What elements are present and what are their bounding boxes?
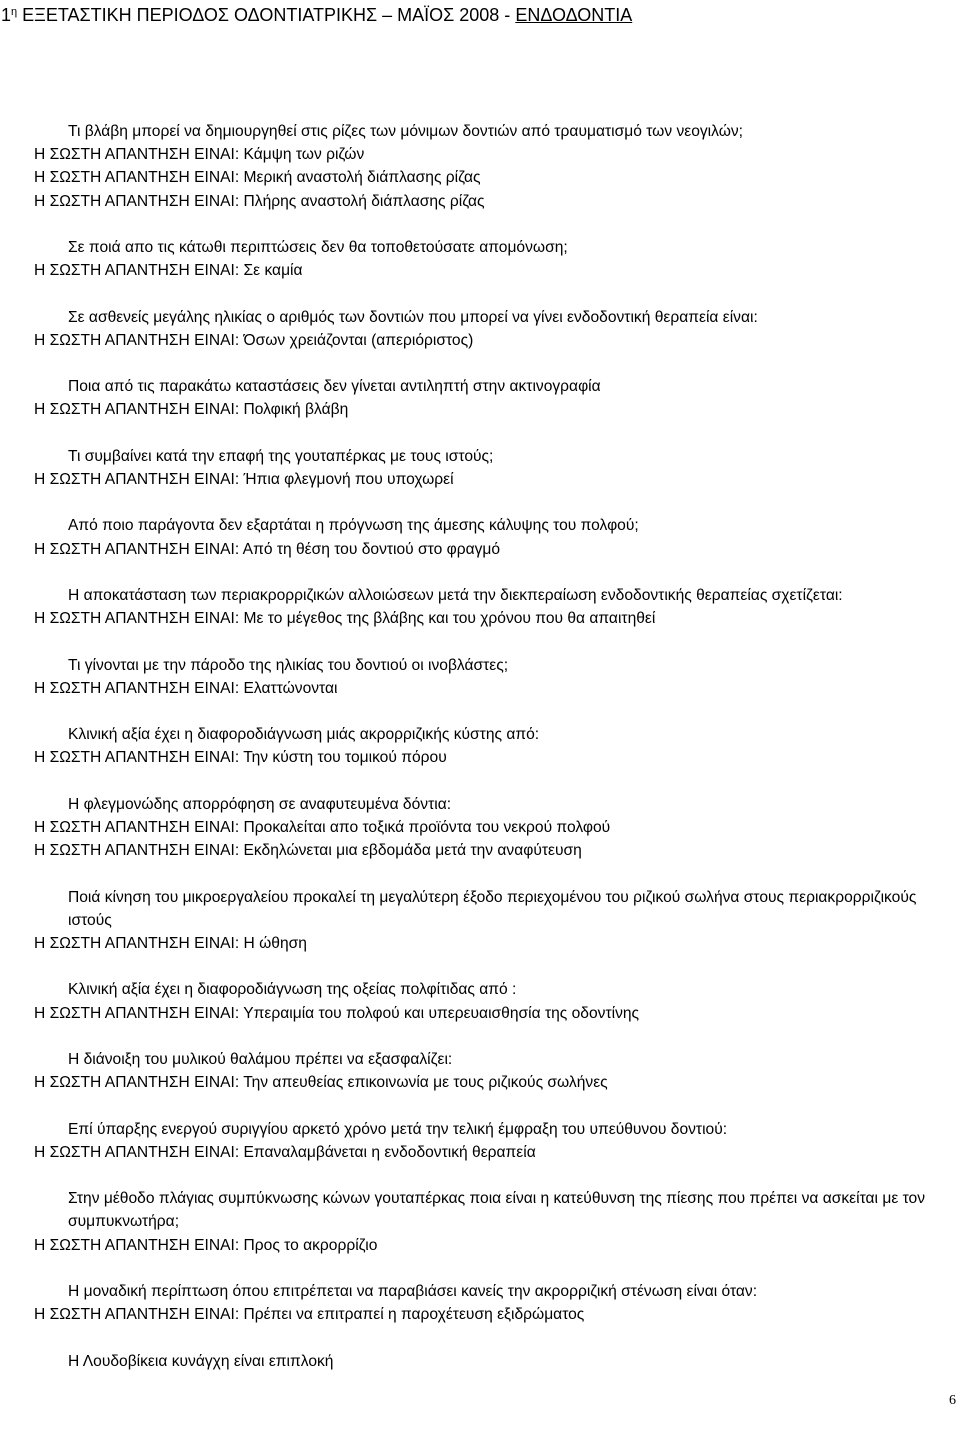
answer-text: Η ΣΩΣΤΗ ΑΠΑΝΤΗΣΗ ΕΙΝΑΙ: Όσων χρειάζονται (απεριόριστος) <box>34 331 474 349</box>
qa-block <box>34 793 934 863</box>
qa-block <box>34 978 934 1024</box>
qa-block <box>34 1187 934 1257</box>
qa-block <box>34 723 934 769</box>
header-title: ΕΞΕΤΑΣΤΙΚΗ ΠΕΡΙΟΔΟΣ ΟΔΟΝΤΙΑΤΡΙΚΗΣ – ΜΑΪΟΣ 2008 - <box>17 5 516 25</box>
question-text: Ποιά κίνηση του μικροεργαλείου προκαλεί τη μεγαλύτερη έξοδο περιεχομένου του ριζικού σωλήνα στους περιακρορριζικούς ιστούς <box>68 888 917 929</box>
page-header <box>1 4 632 26</box>
qa-block <box>34 584 934 630</box>
answer-text: Η ΣΩΣΤΗ ΑΠΑΝΤΗΣΗ ΕΙΝΑΙ: Προκαλείται απο τοξικά προϊόντα του νεκρού πολφού <box>34 818 611 836</box>
question-text: Στην μέθοδο πλάγιας συμπύκνωσης κώνων γουταπέρκας ποια είναι η κατεύθυνση της πίεσης που πρέπει να ασκείται με τον συμπυκνωτήρα; <box>68 1190 926 1231</box>
answer-text: Η ΣΩΣΤΗ ΑΠΑΝΤΗΣΗ ΕΙΝΑΙ: Προς το ακρορρίζιο <box>34 1236 378 1254</box>
question-text: Η φλεγμονώδης απορρόφηση σε αναφυτευμένα δόντια: <box>68 795 452 813</box>
qa-block <box>34 1048 934 1094</box>
question-text: Σε ποιά απο τις κάτωθι περιπτώσεις δεν θα τοποθετούσατε απομόνωση; <box>68 239 568 256</box>
qa-block <box>34 1280 934 1326</box>
question-text: Τι βλάβη μπορεί να δημιουργηθεί στις ρίζες των μόνιμων δοντιών από τραυματισμό των νεογιλών; <box>68 123 744 140</box>
question-text: Σε ασθενείς μεγάλης ηλικίας ο αριθμός των δοντιών που μπορεί να γίνει ενδοδοντική θεραπεία είναι: <box>68 308 758 326</box>
header-subject: ΕΝΔΟΔΟΝΤΙΑ <box>515 5 633 25</box>
question-text: Η Λουδοβίκεια κυνάγχη είναι επιπλοκή <box>68 1352 334 1370</box>
period-superscript: η <box>11 6 18 18</box>
answer-text: Η ΣΩΣΤΗ ΑΠΑΝΤΗΣΗ ΕΙΝΑΙ: Την κύστη του τομικού πόρου <box>34 749 447 767</box>
answer-text: Η ΣΩΣΤΗ ΑΠΑΝΤΗΣΗ ΕΙΝΑΙ: Πολφική βλάβη <box>34 401 349 419</box>
period-number: 1 <box>1 5 12 25</box>
qa-block <box>34 445 934 491</box>
answer-text: Η ΣΩΣΤΗ ΑΠΑΝΤΗΣΗ ΕΙΝΑΙ: Επαναλαμβάνεται η ενδοδοντική θεραπεία <box>34 1143 536 1161</box>
answer-text: Η ΣΩΣΤΗ ΑΠΑΝΤΗΣΗ ΕΙΝΑΙ: Ελαττώνονται <box>34 679 338 697</box>
answer-text: Η ΣΩΣΤΗ ΑΠΑΝΤΗΣΗ ΕΙΝΑΙ: Σε καμία <box>34 262 303 280</box>
answer-text: Η ΣΩΣΤΗ ΑΠΑΝΤΗΣΗ ΕΙΝΑΙ: Μερική αναστολή διάπλασης ρίζας <box>34 169 481 187</box>
qa-block <box>34 1118 934 1164</box>
question-text: Επί ύπαρξης ενεργού συριγγίου αρκετό χρόνο μετά την τελική έμφραξη του υπεύθυνου δοντιού: <box>68 1120 728 1138</box>
answer-text: Η ΣΩΣΤΗ ΑΠΑΝΤΗΣΗ ΕΙΝΑΙ: Κάμψη των ριζών <box>34 146 365 164</box>
qa-block <box>34 514 934 560</box>
qa-block <box>34 120 934 213</box>
answer-text: Η ΣΩΣΤΗ ΑΠΑΝΤΗΣΗ ΕΙΝΑΙ: Με το μέγεθος της βλάβης και του χρόνου που θα απαιτηθεί <box>34 610 656 628</box>
answer-text: Η ΣΩΣΤΗ ΑΠΑΝΤΗΣΗ ΕΙΝΑΙ: Πλήρης αναστολή διάπλασης ρίζας <box>34 192 485 210</box>
qa-block <box>34 654 934 700</box>
question-text: Η διάνοιξη του μυλικού θαλάμου πρέπει να εξασφαλίζει: <box>68 1050 453 1068</box>
qa-block <box>34 236 934 282</box>
qa-block <box>34 886 934 956</box>
answer-text: Η ΣΩΣΤΗ ΑΠΑΝΤΗΣΗ ΕΙΝΑΙ: Την απευθείας επικοινωνία με τους ριζικούς σωλήνες <box>34 1074 608 1092</box>
qa-block <box>34 1350 934 1373</box>
answer-text: Η ΣΩΣΤΗ ΑΠΑΝΤΗΣΗ ΕΙΝΑΙ: Από τη θέση του δοντιού στο φραγμό <box>34 540 501 558</box>
question-text: Η αποκατάσταση των περιακρορριζικών αλλοιώσεων μετά την διεκπεραίωση ενδοδοντικής θεραπείας σχετίζεται: <box>68 586 843 604</box>
question-text: Κλινική αξία έχει η διαφοροδιάγνωση μιάς ακρορριζικής κύστης από: <box>68 726 540 744</box>
question-text: Ποια από τις παρακάτω καταστάσεις δεν γίνεται αντιληπτή στην ακτινογραφία <box>68 378 601 396</box>
question-text: Τι γίνονται με την πάροδο της ηλικίας του δοντιού οι ινοβλάστες; <box>68 656 509 674</box>
qa-block <box>34 306 934 352</box>
answer-text: Η ΣΩΣΤΗ ΑΠΑΝΤΗΣΗ ΕΙΝΑΙ: Η ώθηση <box>34 934 307 952</box>
page-number: 6 <box>949 1393 956 1408</box>
answer-text: Η ΣΩΣΤΗ ΑΠΑΝΤΗΣΗ ΕΙΝΑΙ: Υπεραιμία του πολφού και υπερευαισθησία της οδοντίνης <box>34 1004 640 1022</box>
question-text: Η μοναδική περίπτωση όπου επιτρέπεται να παραβιάσει κανείς την ακρορριζική στένωση είναι όταν: <box>68 1282 758 1300</box>
qa-block <box>34 375 934 421</box>
question-text: Τι συμβαίνει κατά την επαφή της γουταπέρκας με τους ιστούς; <box>68 447 494 465</box>
answer-text: Η ΣΩΣΤΗ ΑΠΑΝΤΗΣΗ ΕΙΝΑΙ: Εκδηλώνεται μια εβδομάδα μετά την αναφύτευση <box>34 842 582 860</box>
question-text: Κλινική αξία έχει η διαφοροδιάγνωση της οξείας πολφίτιδας από : <box>68 981 517 999</box>
qa-list <box>34 120 934 1396</box>
answer-text: Η ΣΩΣΤΗ ΑΠΑΝΤΗΣΗ ΕΙΝΑΙ: Ήπια φλεγμονή που υποχωρεί <box>34 470 454 488</box>
question-text: Από ποιο παράγοντα δεν εξαρτάται η πρόγνωση της άμεσης κάλυψης του πολφού; <box>68 517 639 535</box>
answer-text: Η ΣΩΣΤΗ ΑΠΑΝΤΗΣΗ ΕΙΝΑΙ: Πρέπει να επιτραπεί η παροχέτευση εξιδρώματος <box>34 1306 585 1324</box>
